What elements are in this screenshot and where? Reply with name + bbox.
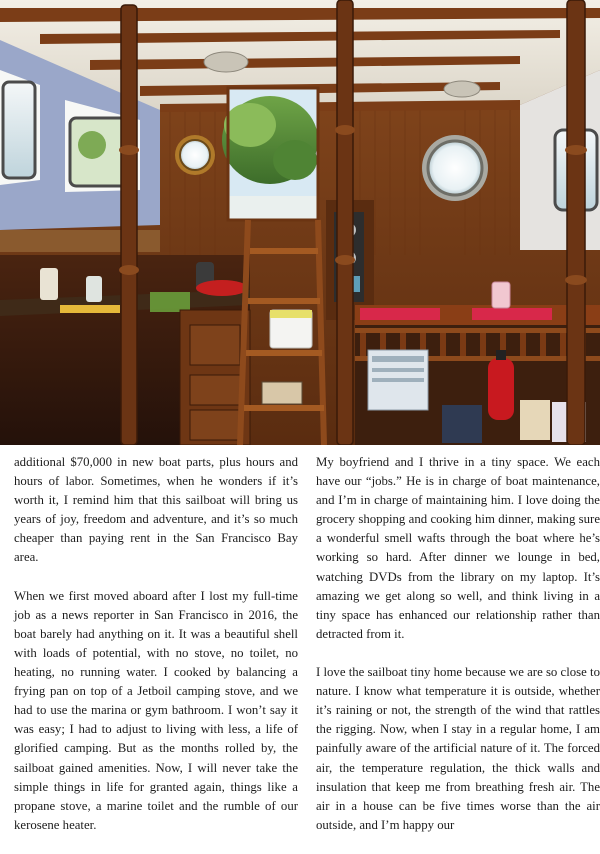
article-column-left — [14, 453, 298, 854]
paragraph: additional $70,000 in new boat parts, plus hours and hours of labor. Sometimes, when he wonders if it’s worth it, I remind him that this sailboat will bring us years of joy, freedom and adventure, and it’s so much cheaper than paying rent in the San Francisco Bay area. — [14, 455, 298, 565]
paragraph: I love the sailboat tiny home because we are so close to nature. I know what temperature it is outside, whether it’s raining or not, the strength of the wind that rattles the rigging. Now, when I stay in a regular home, I am painfully aware of the artificial nature of it. The forced air, the temperature regulation, the thick walls and insulation that keep me from breathing fresh air. The air in a house can be five times worse than the air outside, and I’m happy our — [316, 665, 600, 832]
porthole-icon — [175, 135, 215, 175]
paragraph: When we first moved aboard after I lost my full-time job as a news reporter in San Francisco in 2016, the boat barely had anything on it. It was a beautiful shell with loads of potential, with no stove, no toilet, no heating, no running water. I cooked by balancing a frying pan on top of a Jetboil camping stove, and we had to use the marina or gym bathroom. I won’t say it was easy; I had to adjust to living with less, a life of glorified camping. But as the months rolled by, the sailboat gained amenities. Now, I will never take the simple things in life for granted again, things like a propane stove, a marine toilet and the rumble of our kerosene heater. — [14, 588, 298, 832]
porthole-icon — [422, 135, 488, 201]
companionway-hatch — [222, 88, 318, 220]
article-column-right — [316, 453, 600, 854]
paragraph: My boyfriend and I thrive in a tiny space. We each have our “jobs.” He is in charge of boat maintenance, and I’m in charge of maintaining him. I love doing the grocery shopping and cooking him dinner, making sure a wonderful smell wafts through the boat where he’s working so hard. After dinner we lounge in bed, watching DVDs from the library on my laptop. It’s amazing we get along so well, and think living in a tiny space has enhanced our relationship rather than detracted from it. — [316, 455, 600, 641]
